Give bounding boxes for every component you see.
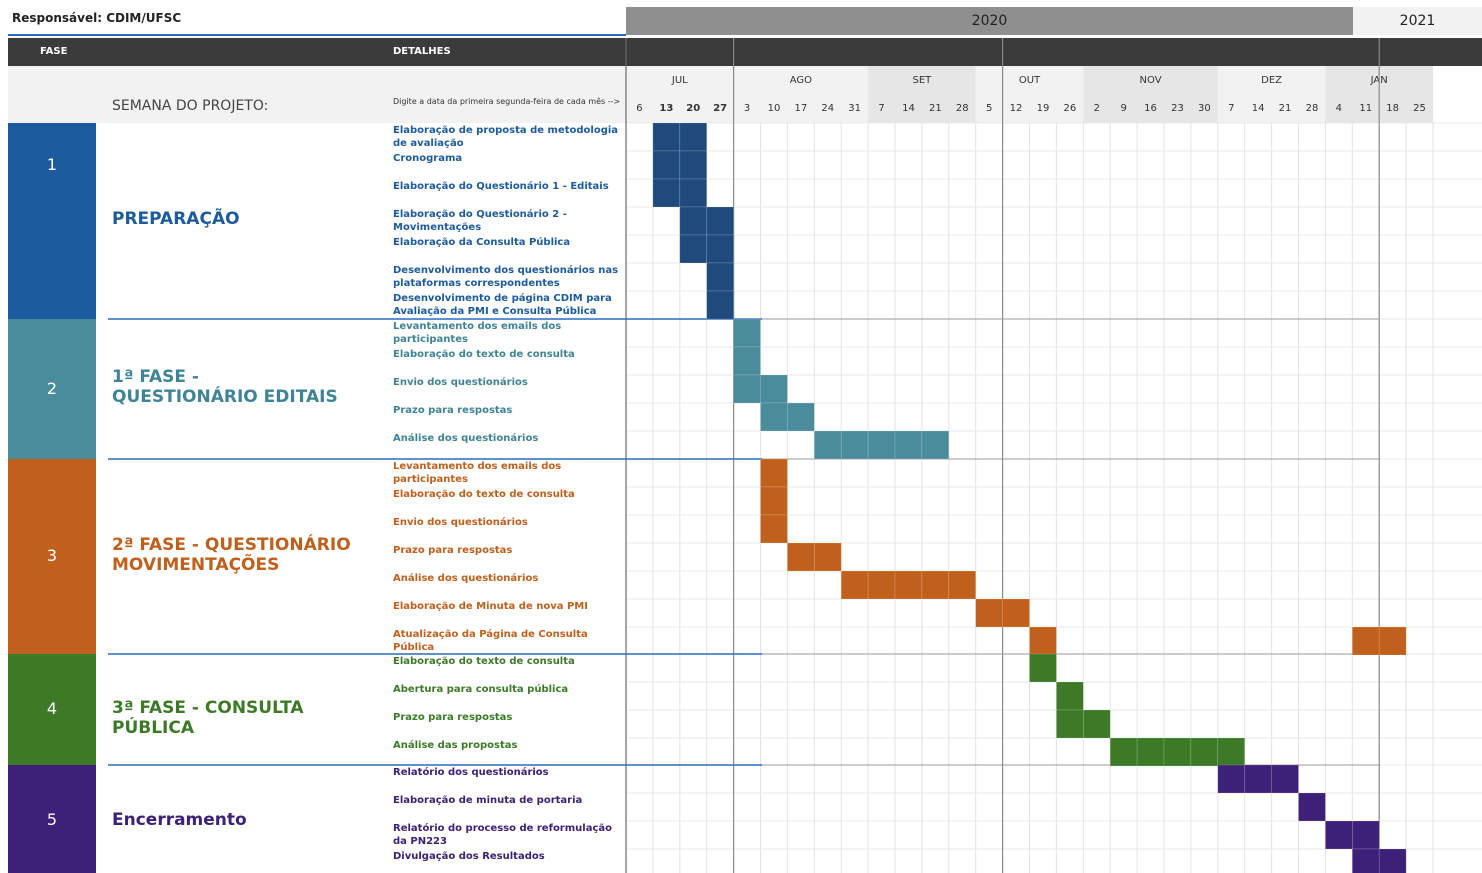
month-label: NOV bbox=[1139, 75, 1162, 86]
task-label: Prazo para respostas bbox=[393, 545, 513, 556]
semana-label: SEMANA DO PROJETO: bbox=[112, 98, 269, 114]
gantt-bar bbox=[653, 179, 680, 207]
gantt-bar bbox=[841, 431, 868, 459]
phase-number: 5 bbox=[46, 810, 58, 829]
gantt-bar bbox=[680, 235, 707, 263]
week-label: 18 bbox=[1386, 103, 1400, 114]
week-label: 7 bbox=[1228, 103, 1235, 114]
year-2021-header: 2021 bbox=[1353, 7, 1482, 35]
gantt-bar bbox=[868, 431, 895, 459]
week-label: 2 bbox=[1093, 103, 1100, 114]
week-label: 17 bbox=[794, 103, 808, 114]
week-label: 4 bbox=[1335, 103, 1343, 114]
gantt-bar bbox=[1379, 627, 1406, 655]
week-label: 28 bbox=[1305, 103, 1319, 114]
week-label: 5 bbox=[985, 103, 993, 114]
week-label: 20 bbox=[686, 103, 701, 114]
phase-name: PREPARAÇÃO bbox=[112, 209, 240, 229]
gantt-bar bbox=[1299, 793, 1326, 821]
week-label: 14 bbox=[1251, 103, 1265, 114]
phase-number: 4 bbox=[46, 699, 58, 718]
task-label: Desenvolvimento dos questionários nas plataformas correspondentes bbox=[393, 265, 619, 289]
week-label: 24 bbox=[821, 103, 835, 114]
task-label: Elaboração do Questionário 2 - Movimentações bbox=[393, 209, 567, 233]
phase-number: 1 bbox=[46, 155, 58, 174]
gantt-bar bbox=[680, 151, 707, 179]
gantt-bar bbox=[787, 543, 814, 571]
gantt-bar bbox=[734, 375, 761, 403]
gantt-bar bbox=[1245, 765, 1272, 793]
gantt-bar bbox=[1352, 627, 1379, 655]
gantt-bar bbox=[1272, 765, 1299, 793]
task-label: Elaboração de minuta de portaria bbox=[393, 795, 583, 806]
gantt-bar bbox=[1056, 710, 1083, 738]
task-label: Análise das propostas bbox=[393, 740, 518, 751]
gantt-bar bbox=[653, 151, 680, 179]
month-label: SET bbox=[912, 75, 932, 86]
gantt-bar bbox=[1325, 821, 1352, 849]
gantt-bar bbox=[787, 403, 814, 431]
gantt-bar bbox=[1352, 849, 1379, 873]
month-label: OUT bbox=[1018, 75, 1041, 86]
gantt-bar bbox=[761, 375, 788, 403]
week-label: 21 bbox=[928, 103, 942, 114]
gantt-bar bbox=[653, 123, 680, 151]
gantt-bar bbox=[814, 431, 841, 459]
task-label: Levantamento dos emails dos participantes bbox=[393, 461, 562, 485]
gantt-bar bbox=[922, 571, 949, 599]
gantt-bar bbox=[976, 599, 1003, 627]
week-label: 30 bbox=[1197, 103, 1211, 114]
task-label: Cronograma bbox=[393, 153, 463, 164]
task-label: Prazo para respostas bbox=[393, 712, 513, 723]
gantt-bar bbox=[761, 403, 788, 431]
gantt-bar bbox=[761, 487, 788, 515]
gantt-bar bbox=[868, 571, 895, 599]
semana-hint: Digite a data da primeira segunda-feira de cada mês --> bbox=[393, 97, 621, 106]
gantt-bar bbox=[1218, 738, 1245, 766]
task-label: Análise dos questionários bbox=[393, 433, 539, 444]
task-label: Elaboração do texto de consulta bbox=[393, 489, 575, 500]
week-label: 7 bbox=[878, 103, 885, 114]
phase-name: Encerramento bbox=[112, 810, 247, 830]
task-label: Análise dos questionários bbox=[393, 573, 539, 584]
month-label: JAN bbox=[1370, 75, 1388, 86]
gantt-bar bbox=[680, 123, 707, 151]
task-label: Relatório dos questionários bbox=[393, 767, 549, 778]
gantt-bar bbox=[680, 179, 707, 207]
fase-column-header: FASE bbox=[40, 46, 68, 57]
gantt-bar bbox=[734, 347, 761, 375]
gantt-bar bbox=[1083, 710, 1110, 738]
week-label: 19 bbox=[1036, 103, 1050, 114]
gantt-bar bbox=[949, 571, 976, 599]
task-label: Elaboração do Questionário 1 - Editais bbox=[393, 181, 609, 192]
week-label: 16 bbox=[1144, 103, 1157, 114]
week-label: 21 bbox=[1278, 103, 1292, 114]
phase-name: 1ª FASE - QUESTIONÁRIO EDITAIS bbox=[112, 367, 338, 407]
gantt-bar bbox=[707, 263, 734, 291]
gantt-bar bbox=[761, 459, 788, 487]
task-label: Elaboração do texto de consulta bbox=[393, 656, 575, 667]
gantt-bar bbox=[1003, 599, 1030, 627]
week-label: 28 bbox=[955, 103, 969, 114]
gantt-bar bbox=[707, 207, 734, 235]
phase-name: 3ª FASE - CONSULTA PÚBLICA bbox=[112, 698, 304, 738]
gantt-bar bbox=[841, 571, 868, 599]
task-label: Elaboração da Consulta Pública bbox=[393, 237, 571, 248]
month-label: AGO bbox=[789, 75, 812, 86]
task-label: Elaboração de proposta de metodologia de avaliação bbox=[393, 125, 619, 149]
week-label: 26 bbox=[1063, 103, 1077, 114]
gantt-bar bbox=[1352, 821, 1379, 849]
gantt-bar bbox=[1110, 738, 1137, 766]
task-label: Desenvolvimento de página CDIM para Avaliação da PMI e Consulta Pública bbox=[393, 293, 612, 317]
phase-number: 2 bbox=[46, 379, 58, 398]
task-label: Elaboração do texto de consulta bbox=[393, 349, 575, 360]
gantt-bar bbox=[922, 431, 949, 459]
gantt-bar bbox=[761, 515, 788, 543]
week-label: 10 bbox=[767, 103, 781, 114]
gantt-bar bbox=[734, 319, 761, 347]
year-2020-header: 2020 bbox=[626, 7, 1353, 35]
gantt-bar bbox=[1379, 849, 1406, 873]
week-label: 23 bbox=[1171, 103, 1184, 114]
task-label: Relatório do processo de reformulação da PN223 bbox=[393, 823, 613, 847]
phase-name: 2ª FASE - QUESTIONÁRIO MOVIMENTAÇÕES bbox=[112, 535, 351, 575]
week-label: 14 bbox=[902, 103, 915, 114]
task-label: Atualização da Página de Consulta Pública bbox=[393, 629, 588, 653]
week-label: 6 bbox=[636, 103, 643, 114]
month-label: DEZ bbox=[1261, 75, 1283, 86]
gantt-bar bbox=[895, 571, 922, 599]
task-label: Envio dos questionários bbox=[393, 377, 528, 388]
week-label: 25 bbox=[1413, 103, 1426, 114]
gantt-bar bbox=[680, 207, 707, 235]
task-label: Divulgação dos Resultados bbox=[393, 851, 545, 862]
week-label: 9 bbox=[1120, 103, 1127, 114]
gantt-bar bbox=[1030, 627, 1057, 655]
gantt-bar bbox=[895, 431, 922, 459]
detalhes-column-header: DETALHES bbox=[393, 46, 451, 57]
task-label: Elaboração de Minuta de nova PMI bbox=[393, 601, 588, 612]
task-label: Abertura para consulta pública bbox=[393, 684, 569, 695]
task-label: Prazo para respostas bbox=[393, 405, 513, 416]
week-label: 3 bbox=[743, 103, 751, 114]
gantt-bar bbox=[1030, 654, 1057, 682]
gantt-bar bbox=[1191, 738, 1218, 766]
week-label: 11 bbox=[1359, 103, 1373, 114]
task-label: Levantamento dos emails dos participantes bbox=[393, 321, 562, 345]
task-label: Envio dos questionários bbox=[393, 517, 528, 528]
phase-number: 3 bbox=[46, 546, 58, 565]
gantt-bar bbox=[814, 543, 841, 571]
gantt-bar bbox=[1056, 682, 1083, 710]
week-label: 12 bbox=[1009, 103, 1023, 114]
gantt-bar bbox=[1137, 738, 1164, 766]
gantt-bar bbox=[707, 235, 734, 263]
week-label: 31 bbox=[848, 103, 862, 114]
gantt-bar bbox=[1164, 738, 1191, 766]
week-label: 13 bbox=[659, 103, 674, 114]
gantt-bar bbox=[707, 291, 734, 319]
responsavel-label: Responsável: CDIM/UFSC bbox=[8, 8, 626, 36]
week-label: 27 bbox=[713, 103, 728, 114]
gantt-bar bbox=[1218, 765, 1245, 793]
month-label: JUL bbox=[671, 75, 688, 86]
